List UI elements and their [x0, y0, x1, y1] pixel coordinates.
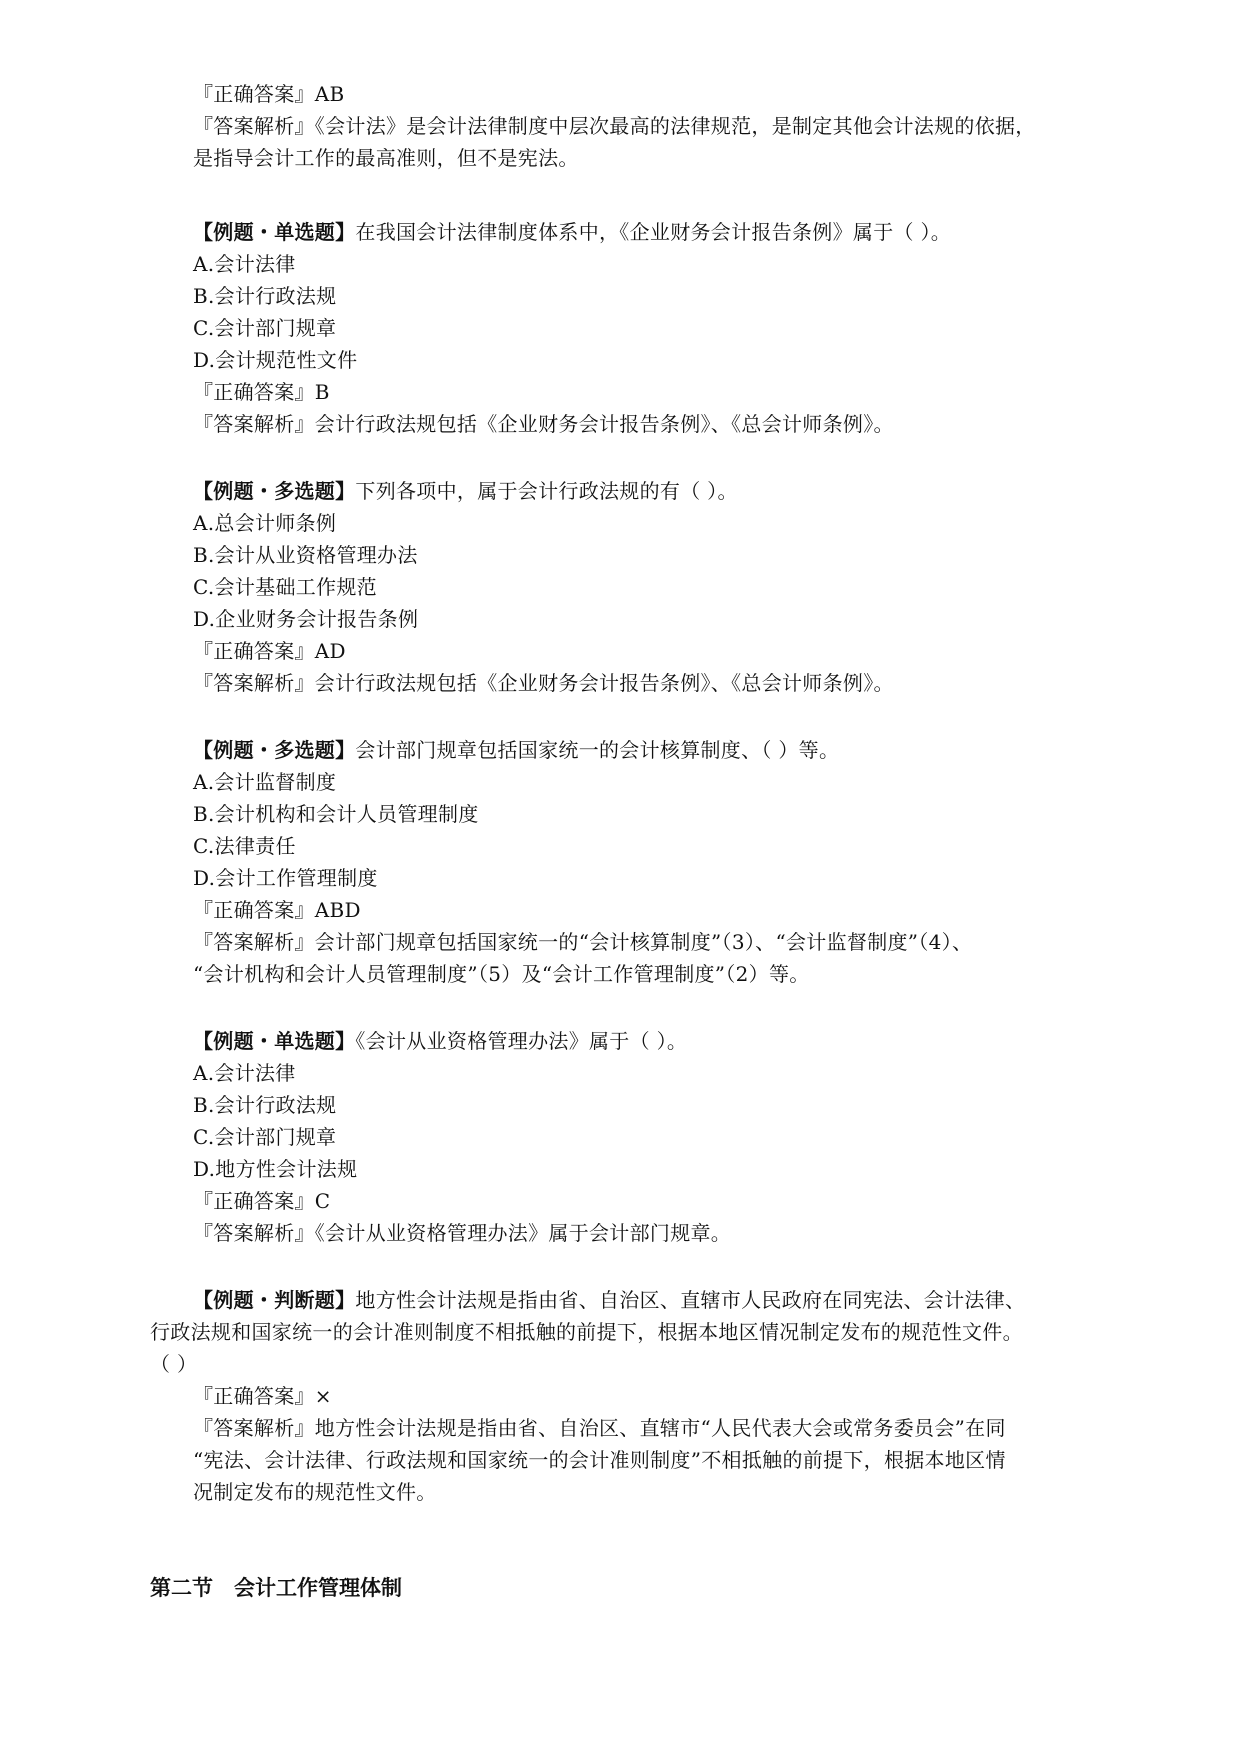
answer-line: 『正确答案』B [193, 380, 330, 404]
analysis-line: 况制定发布的规范性文件。 [193, 1480, 437, 1504]
analysis-line: “会计机构和会计人员管理制度”（5）及“会计工作管理制度”（2）等。 [193, 962, 810, 986]
option-a: A.会计法律 [193, 252, 296, 276]
option-a: A.会计法律 [193, 1061, 296, 1085]
question-tag: 【例题・单选题】 [193, 220, 356, 244]
option-b: B.会计机构和会计人员管理制度 [193, 802, 479, 826]
option-c: C.会计部门规章 [193, 1125, 337, 1149]
option-b: B.会计行政法规 [193, 1093, 337, 1117]
question-text: 地方性会计法规是指由省、自治区、直辖市人民政府在同宪法、会计法律、 [355, 1288, 1026, 1312]
answer-line: 『正确答案』C [193, 1189, 331, 1213]
analysis-line: 『答案解析』会计行政法规包括《企业财务会计报告条例》、《总会计师条例》。 [193, 412, 894, 436]
analysis-line: “宪法、会计法律、行政法规和国家统一的会计准则制度”不相抵触的前提下，根据本地区情 [193, 1448, 1006, 1472]
option-d: D.会计工作管理制度 [193, 866, 378, 890]
question-text: 会计部门规章包括国家统一的会计核算制度、（ ）等。 [355, 738, 840, 762]
option-c: C.会计部门规章 [193, 316, 337, 340]
answer-line: 『正确答案』× [193, 1384, 332, 1408]
question-stem [193, 475, 738, 507]
question-stem [193, 1284, 1025, 1316]
question-text: 行政法规和国家统一的会计准则制度不相抵触的前提下，根据本地区情况制定发布的规范性文件。 [150, 1320, 1023, 1344]
answer-line: 『正确答案』AD [193, 639, 346, 663]
option-b: B.会计行政法规 [193, 284, 337, 308]
analysis-line: 『答案解析』《会计从业资格管理办法》属于会计部门规章。 [193, 1221, 732, 1245]
option-d: D.地方性会计法规 [193, 1157, 358, 1181]
analysis-line: 『答案解析』《会计法》是会计法律制度中层次最高的法律规范，是制定其他会计法规的依据， [193, 114, 1036, 138]
option-b: B.会计从业资格管理办法 [193, 543, 418, 567]
analysis-line: 『答案解析』地方性会计法规是指由省、自治区、直辖市“人民代表大会或常务委员会”在同 [193, 1416, 1006, 1440]
answer-line: 『正确答案』AB [193, 82, 345, 106]
question-text: 在我国会计法律制度体系中，《企业财务会计报告条例》属于（ ）。 [355, 220, 952, 244]
option-c: C.会计基础工作规范 [193, 575, 377, 599]
question-tag: 【例题・判断题】 [193, 1288, 356, 1312]
section-heading: 第二节 会计工作管理体制 [150, 1576, 402, 1600]
analysis-line: 『答案解析』会计行政法规包括《企业财务会计报告条例》、《总会计师条例》。 [193, 671, 894, 695]
answer-line: 『正确答案』ABD [193, 898, 361, 922]
option-d: D.企业财务会计报告条例 [193, 607, 419, 631]
question-text: 下列各项中，属于会计行政法规的有（ ）。 [355, 479, 738, 503]
question-tag: 【例题・多选题】 [193, 738, 356, 762]
option-c: C.法律责任 [193, 834, 296, 858]
question-stem [193, 1025, 687, 1057]
question-text: （ ） [150, 1352, 198, 1376]
question-tag: 【例题・多选题】 [193, 479, 356, 503]
option-a: A.会计监督制度 [193, 770, 337, 794]
option-d: D.会计规范性文件 [193, 348, 358, 372]
option-a: A.总会计师条例 [193, 511, 337, 535]
question-stem [193, 734, 839, 766]
analysis-line: 是指导会计工作的最高准则，但不是宪法。 [193, 146, 579, 170]
question-stem [193, 216, 951, 248]
question-tag: 【例题・单选题】 [193, 1029, 356, 1053]
analysis-line: 『答案解析』会计部门规章包括国家统一的“会计核算制度”（3）、“会计监督制度”（4）、 [193, 930, 973, 954]
question-text: 《会计从业资格管理办法》属于（ ）。 [355, 1029, 688, 1053]
